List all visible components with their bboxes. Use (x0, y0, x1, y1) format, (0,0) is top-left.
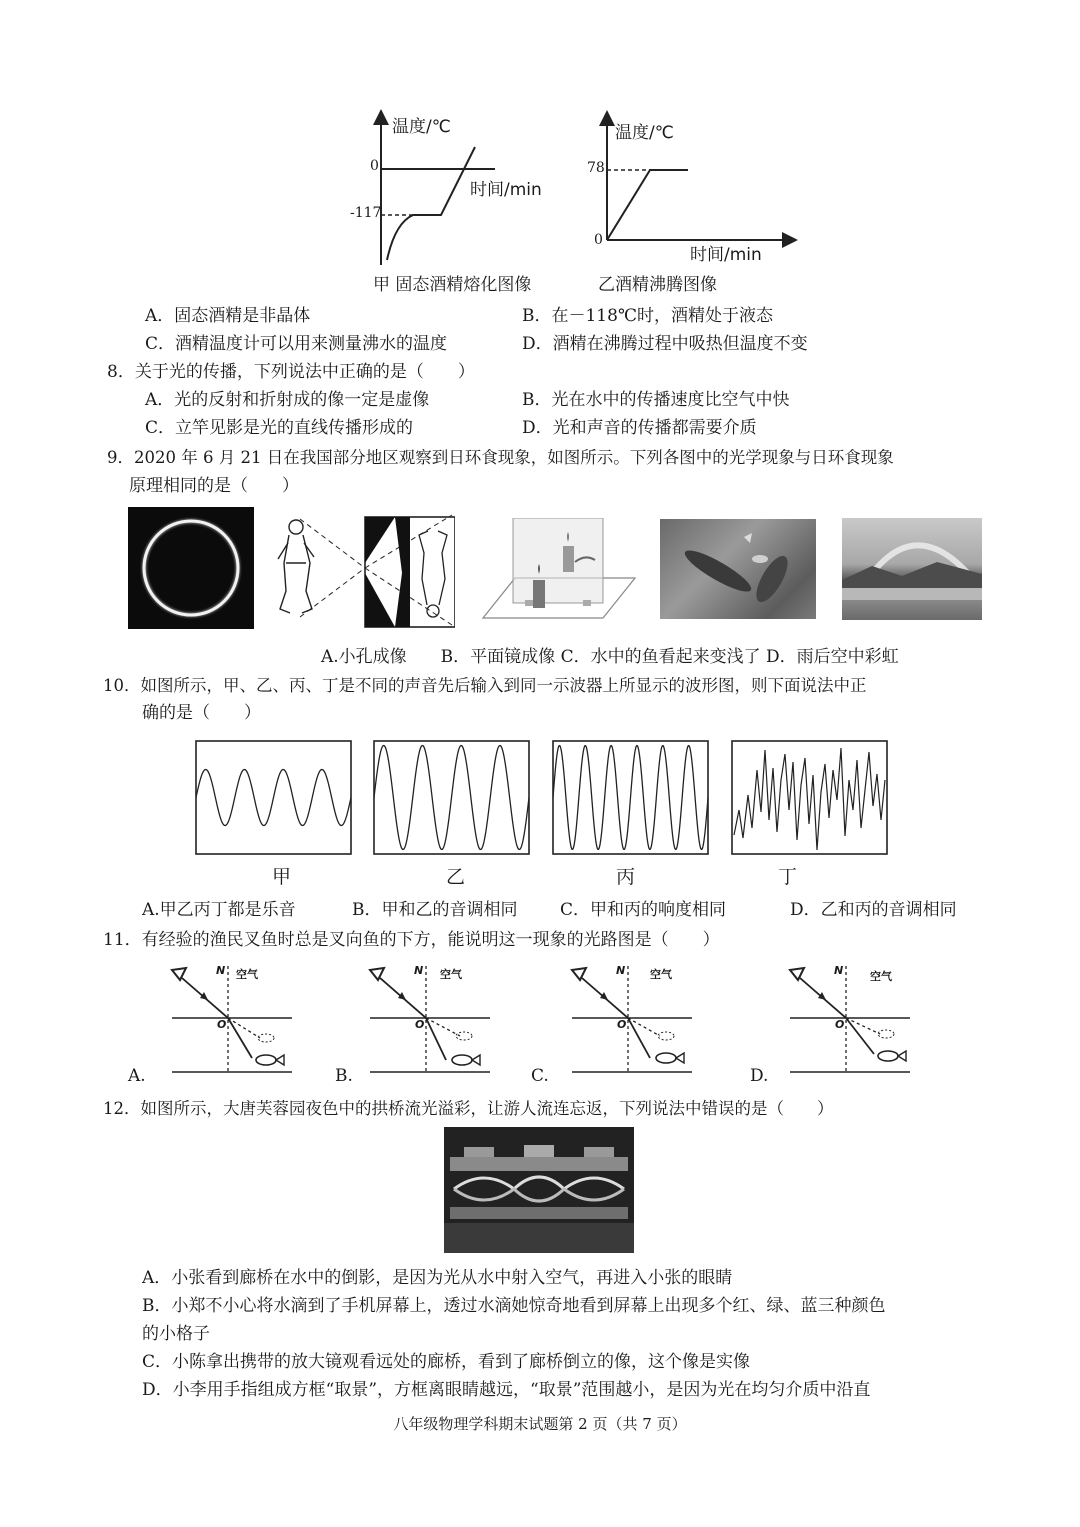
q8-option-a: A．光的反射和折射成的像一定是虚像 (145, 390, 430, 410)
q8-option-c: C．立竿见影是光的直线传播形成的 (145, 418, 414, 438)
q8-option-d: D．光和声音的传播都需要介质 (522, 418, 757, 438)
ray-d-origin-label: O (835, 1018, 845, 1031)
waveform-label-bing: 丙 (616, 866, 636, 888)
boiling-x-axis-label: 时间/min (690, 245, 762, 265)
q11-letter-d: D. (750, 1066, 769, 1086)
waveform-bing (552, 740, 709, 855)
melting-caption: 甲 固态酒精熔化图像 (373, 275, 532, 295)
q12-option-c: C．小陈拿出携带的放大镜观看远处的廊桥，看到了廊桥倒立的像，这个像是实像 (142, 1352, 751, 1372)
ray-c-normal-label: N (616, 964, 626, 977)
ray-diagram-c (570, 962, 695, 1076)
q8-stem: 8．关于光的传播，下列说法中正确的是（ ） (107, 362, 475, 382)
plane-mirror-figure (475, 518, 640, 626)
annular-eclipse-photo (128, 507, 254, 629)
rainbow-photo (842, 518, 982, 620)
q7-option-d: D．酒精在沸腾过程中吸热但温度不变 (522, 334, 808, 354)
waveform-yi (373, 740, 530, 855)
melting-tick-117: -117 (350, 205, 382, 221)
q12-option-b-line1: B．小郑不小心将水滴到了手机屏幕上，透过水滴她惊奇地看到屏幕上出现多个红、绿、蓝三种颜色 (142, 1296, 886, 1316)
q10-stem-line1: 10．如图所示，甲、乙、丙、丁是不同的声音先后输入到同一示波器上所显示的波形图，则下面说法中正 (103, 676, 867, 695)
ray-c-origin-label: O (617, 1018, 627, 1031)
ray-a-normal-label: N (216, 964, 226, 977)
q10-option-c: C．甲和丙的响度相同 (560, 900, 727, 920)
waveform-ding (731, 740, 888, 855)
melting-y-axis-label: 温度/℃ (392, 117, 451, 137)
q9-stem-line1: 9．2020 年 6 月 21 日在我国部分地区观察到日环食现象，如图所示。下列各图中的光学现象与日环食现象 (107, 448, 894, 467)
q12-stem: 12．如图所示，大唐芙蓉园夜色中的拱桥流光溢彩，让游人流连忘返，下列说法中错误的是（ ） (103, 1099, 834, 1118)
melting-x-axis-label: 时间/min (470, 180, 542, 200)
boiling-y-axis-label: 温度/℃ (615, 123, 674, 143)
q8-option-b: B．光在水中的传播速度比空气中快 (522, 390, 790, 410)
q10-stem-line2: 确的是（ ） (142, 703, 261, 723)
q12-option-b-line2: 的小格子 (142, 1324, 210, 1344)
melting-graph (355, 105, 555, 295)
ray-c-medium-label: 空气 (650, 968, 672, 981)
q10-option-a: A.甲乙丙丁都是乐音 (142, 900, 296, 920)
q12-option-a: A．小张看到廊桥在水中的倒影，是因为光从水中射入空气，再进入小张的眼睛 (142, 1268, 733, 1288)
q9-stem-line2: 原理相同的是（ ） (129, 476, 299, 496)
waveform-label-jia: 甲 (272, 866, 292, 888)
q11-letter-a: A. (128, 1066, 146, 1086)
q9-options: A.小孔成像 B．平面镜成像 C．水中的鱼看起来变浅了 D．雨后空中彩虹 (321, 647, 899, 667)
ray-diagram-b (368, 962, 493, 1076)
ray-b-normal-label: N (414, 964, 424, 977)
melting-tick-zero: 0 (370, 158, 379, 174)
pinhole-imaging-figure (270, 513, 455, 629)
q11-letter-b: B. (335, 1066, 353, 1086)
q10-option-b: B．甲和乙的音调相同 (352, 900, 518, 920)
waveform-label-yi: 乙 (446, 866, 466, 888)
q11-letter-c: C. (531, 1066, 549, 1086)
boiling-tick-zero: 0 (594, 232, 603, 248)
q11-stem: 11．有经验的渔民叉鱼时总是叉向鱼的下方，能说明这一现象的光路图是（ ） (103, 930, 720, 950)
waveform-label-ding: 丁 (778, 866, 798, 888)
boiling-caption: 乙酒精沸腾图像 (598, 275, 717, 295)
q12-option-d: D．小李用手指组成方框“取景”，方框离眼睛越远，“取景”范围越小，是因为光在均匀介质中沿直 (142, 1380, 871, 1400)
ray-diagram-d (788, 962, 913, 1076)
ray-a-origin-label: O (217, 1018, 227, 1031)
ray-d-normal-label: N (834, 964, 844, 977)
ray-b-medium-label: 空气 (440, 968, 462, 981)
ray-diagram-a (170, 962, 295, 1076)
ray-a-medium-label: 空气 (236, 968, 258, 981)
fish-in-water-photo (660, 519, 816, 619)
boiling-tick-78: 78 (587, 160, 605, 176)
q10-option-d: D．乙和丙的音调相同 (790, 900, 957, 920)
q7-option-c: C．酒精温度计可以用来测量沸水的温度 (145, 334, 448, 354)
waveform-jia (195, 740, 352, 855)
ray-b-origin-label: O (415, 1018, 425, 1031)
bridge-night-photo (444, 1127, 634, 1253)
page-footer: 八年级物理学科期末试题第 2 页（共 7 页） (393, 1415, 687, 1433)
q7-option-a: A．固态酒精是非晶体 (145, 306, 311, 326)
ray-d-medium-label: 空气 (870, 970, 892, 983)
q7-option-b: B．在－118℃时，酒精处于液态 (522, 306, 773, 326)
